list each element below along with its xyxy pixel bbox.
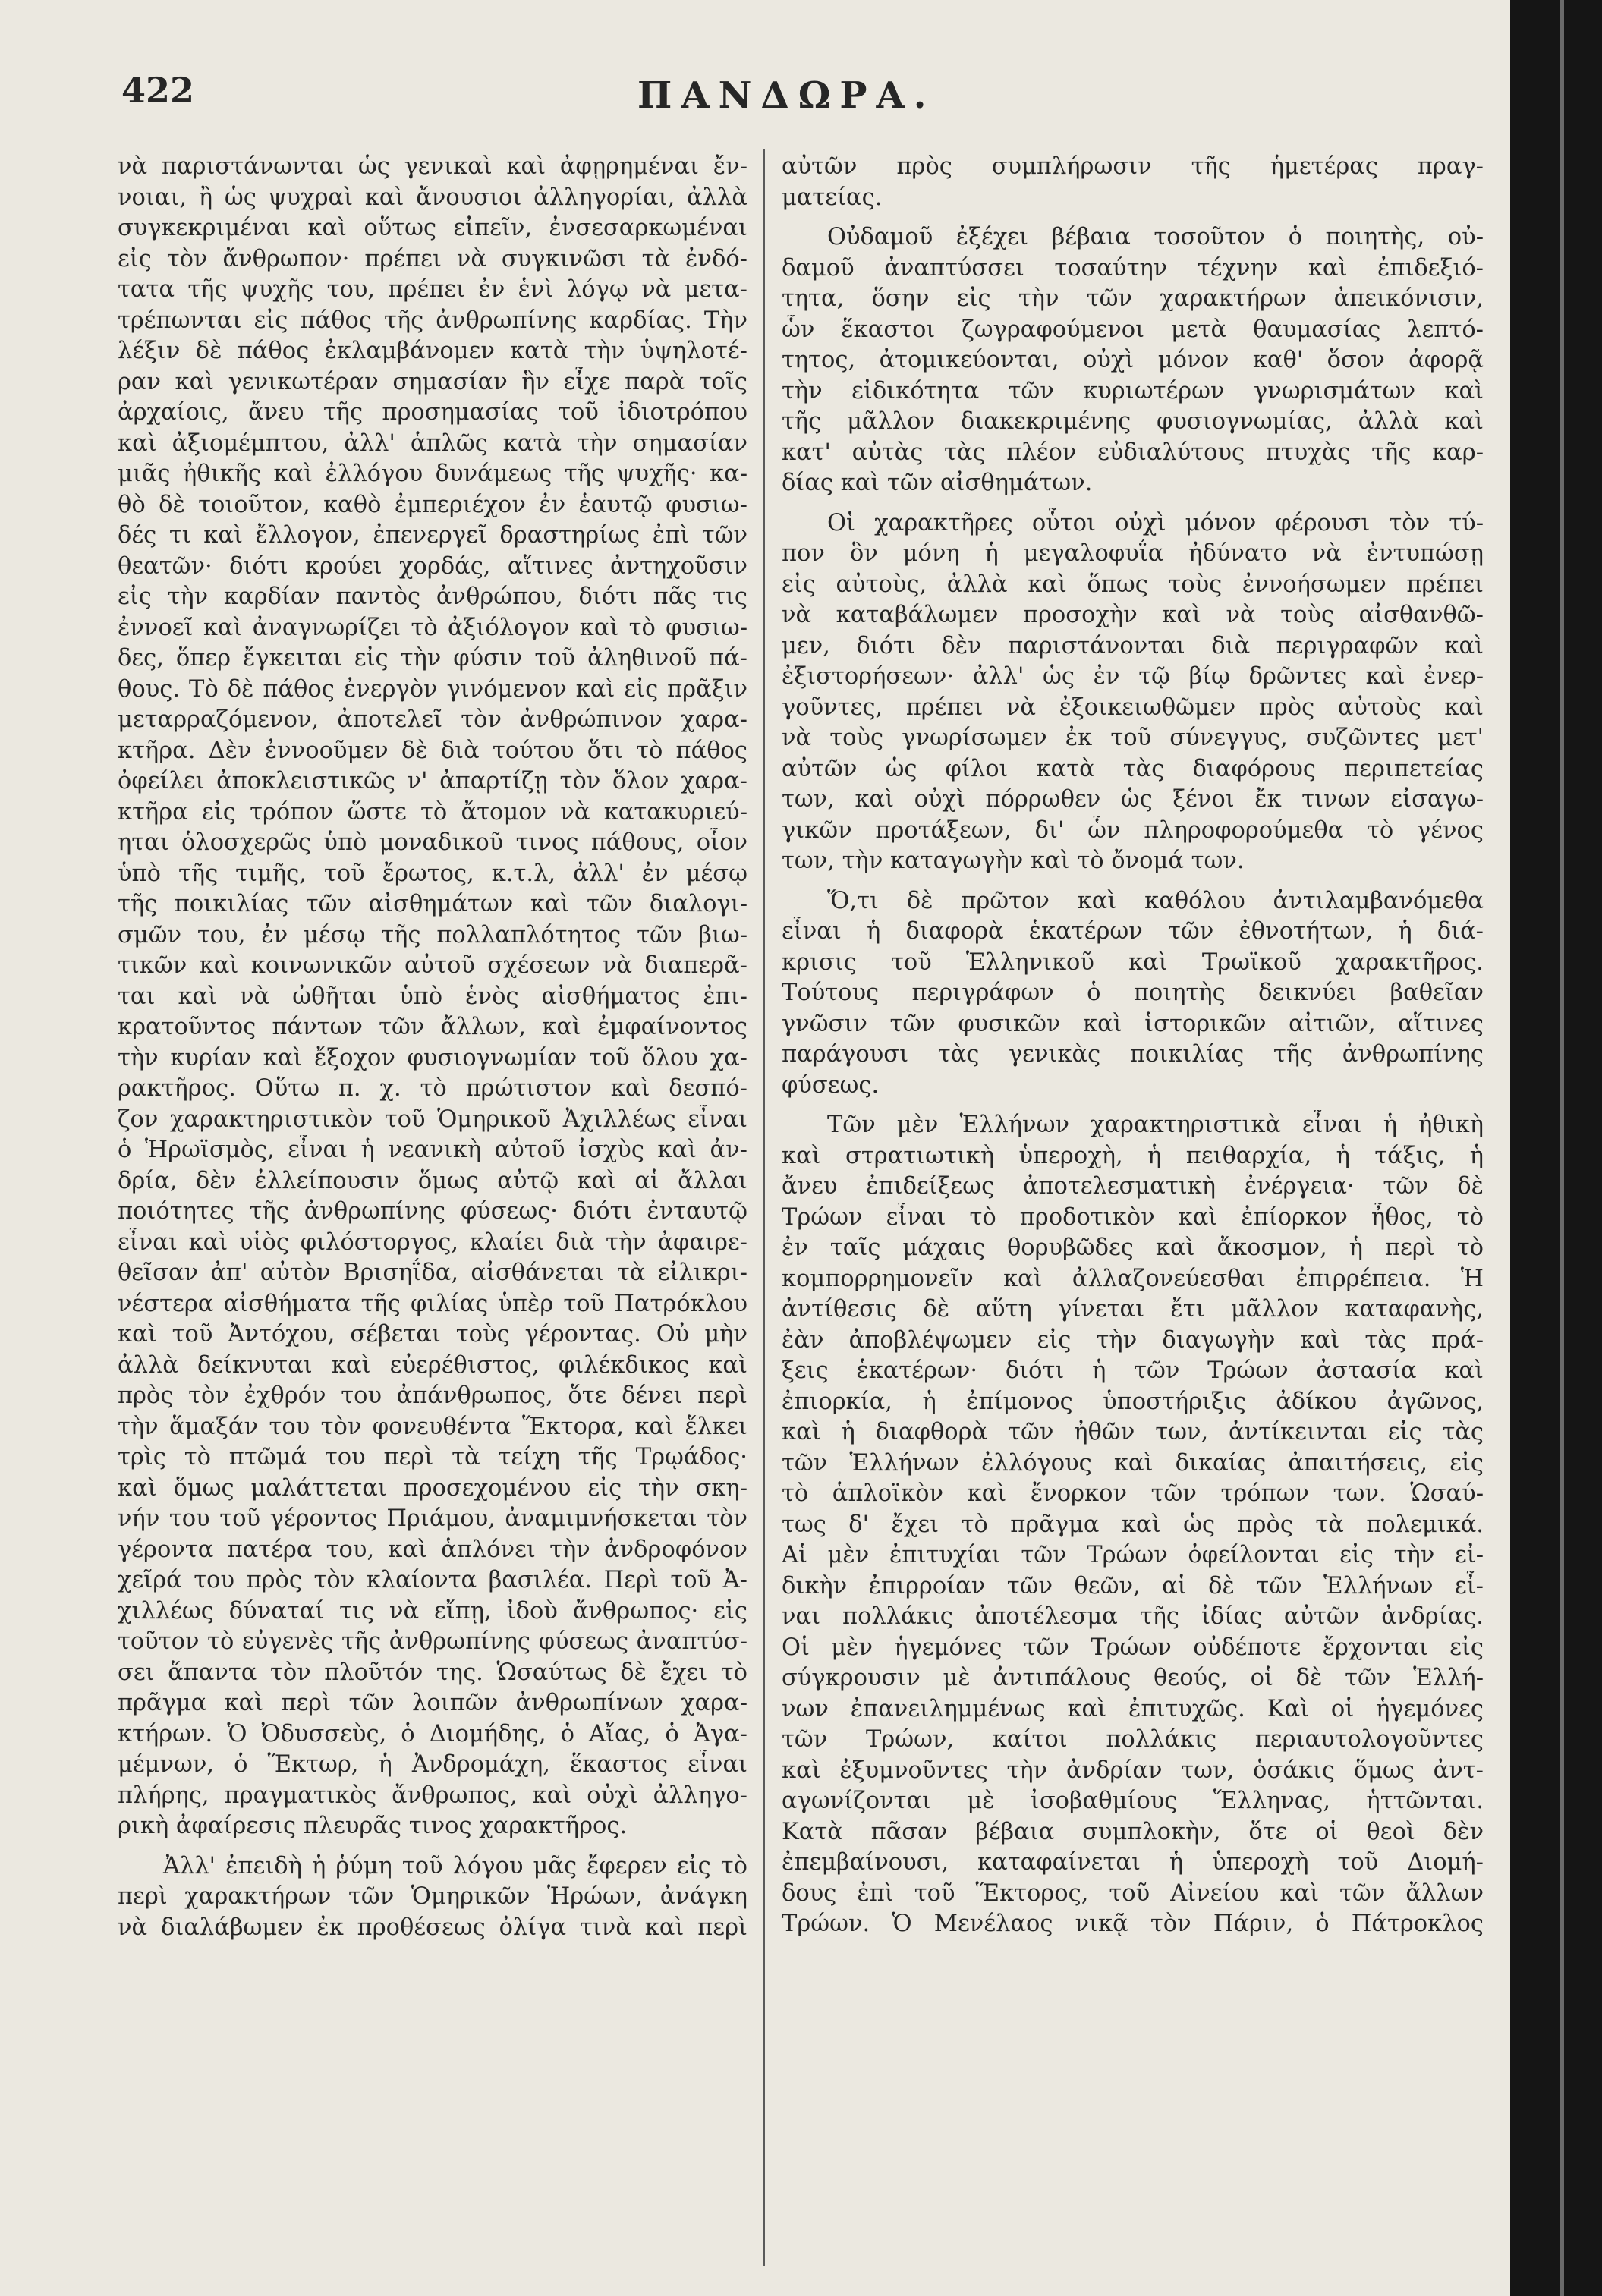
text-line: θεατῶν· διότι κρούει χορδάς, αἵτινες ἀντηχοῦσιν bbox=[118, 552, 747, 580]
text-line: κατ' αὐτὰς τὰς πλέον εὐδιαλύτους πτυχὰς τῆς καρ- bbox=[782, 439, 1484, 466]
text-line: καὶ ἐξυμνοῦντες τὴν ἀνδρίαν των, ὁσάκις ὅμως ἀντ- bbox=[782, 1757, 1484, 1784]
book-spine-edge bbox=[1510, 0, 1602, 2296]
text-line: ἐννοεῖ καὶ ἀναγνωρίζει τὸ ἀξιόλογον καὶ τὸ φυσιω- bbox=[118, 614, 747, 641]
text-line: εἰς αὐτοὺς, ἀλλὰ καὶ ὅπως τοὺς ἐννοήσωμεν πρέπει bbox=[782, 571, 1484, 598]
text-line: θὸ δὲ τοιοῦτον, καθὸ ἐμπεριέχον ἐν ἑαυτῷ φυσιω- bbox=[118, 491, 747, 518]
text-line: τικῶν καὶ κοινωνικῶν αὐτοῦ σχέσεων νὰ διαπερᾶ- bbox=[118, 952, 747, 979]
text-line: ἐν ταῖς μάχαις θορυβῶδες καὶ ἄκοσμον, ἡ περὶ τὸ bbox=[782, 1234, 1484, 1261]
text-line: ὁ Ἡρωϊσμὸς, εἶναι ἡ νεανικὴ αὐτοῦ ἰσχὺς καὶ ἀν- bbox=[118, 1137, 747, 1163]
text-line: νων ἐπανειλημμένως καὶ ἐπιτυχῶς. Καὶ οἱ ἡγεμόνες bbox=[782, 1695, 1484, 1722]
text-line: γοῦντες, πρέπει νὰ ἐξοικειωθῶμεν πρὸς αὐτοὺς καὶ bbox=[782, 694, 1484, 721]
text-line: ἐπεμβαίνουσι, καταφαίνεται ἡ ὑπεροχὴ τοῦ Διομή- bbox=[782, 1849, 1484, 1876]
text-line: παράγουσι τὰς γενικὰς ποικιλίας τῆς ἀνθρωπίνης bbox=[782, 1041, 1484, 1068]
text-line: τῆς ποικιλίας τῶν αἰσθημάτων καὶ τῶν διαλογι- bbox=[118, 891, 747, 917]
text-line: ζον χαρακτηριστικὸν τοῦ Ὁμηρικοῦ Ἀχιλλέως εἶναι bbox=[118, 1106, 747, 1133]
text-line: ἀρχαίοις, ἄνευ τῆς προσημασίας τοῦ ἰδιοτρόπου bbox=[118, 399, 747, 426]
text-line: εἶναι καὶ υἱὸς φιλόστοργος, κλαίει διὰ τὴν ἀφαιρε- bbox=[118, 1228, 747, 1256]
text-line: δικὴν ἐπιρροίαν τῶν θεῶν, αἱ δὲ τῶν Ἑλλήνων εἶ- bbox=[782, 1572, 1484, 1599]
text-line: συγκεκριμέναι καὶ οὕτως εἰπεῖν, ἐνσεσαρκωμέναι bbox=[118, 215, 747, 241]
text-line: νὰ τοὺς γνωρίσωμεν ἐκ τοῦ σύνεγγυς, συζῶντες μετ' bbox=[782, 725, 1484, 751]
text-line: χεῖρά του πρὸς τὸν κλαίοντα βασιλέα. Περὶ τοῦ Ἀ- bbox=[118, 1567, 747, 1593]
text-line: θους. Τὸ δὲ πάθος ἐνεργὸν γινόμενον καὶ εἰς πρᾶξιν bbox=[118, 675, 747, 703]
text-line: δίας καὶ τῶν αἰσθημάτων. bbox=[782, 470, 1093, 496]
text-line: καὶ στρατιωτικὴ ὑπεροχὴ, ἡ πειθαρχία, ἡ τάξις, ἡ bbox=[782, 1142, 1484, 1169]
text-line: γικῶν προτάξεων, δι' ὧν πληροφορούμεθα τὸ γένος bbox=[782, 816, 1484, 844]
text-line: Τρώων εἶναι τὸ προδοτικὸν καὶ ἐπίορκον ἦθος, τὸ bbox=[782, 1203, 1484, 1231]
text-line: τῶν Τρώων, καίτοι πολλάκις περιαυτολογοῦντες bbox=[782, 1726, 1484, 1753]
text-line: σει ἅπαντα τὸν πλοῦτόν της. Ὡσαύτως δὲ ἔχει τὸ bbox=[118, 1659, 747, 1686]
text-line: Ἀλλ' ἐπειδὴ ἡ ῥύμη τοῦ λόγου μᾶς ἔφερεν εἰς τὸ bbox=[163, 1852, 747, 1879]
text-line: ρακτῆρος. Οὕτω π. χ. τὸ πρώτιστον καὶ δεσπό- bbox=[118, 1075, 747, 1102]
text-line: καὶ ὅμως μαλάττεται προσεχομένου εἰς τὴν σκη- bbox=[118, 1474, 747, 1502]
text-line: νὰ παριστάνωνται ὡς γενικαὶ καὶ ἀφῃρημέναι ἔν- bbox=[118, 153, 747, 180]
text-line: Οἱ χαρακτῆρες οὗτοι οὐχὶ μόνον φέρουσι τὸν τύ- bbox=[827, 509, 1484, 536]
text-line: τως δ' ἔχει τὸ πρᾶγμα καὶ ὡς πρὸς τὰ πολεμικά. bbox=[782, 1511, 1484, 1538]
text-line: ἐπιορκία, ἡ ἐπίμονος ὑποστήριξις ἀδίκου ἀγῶνος, bbox=[782, 1388, 1484, 1415]
text-line: τατα τῆς ψυχῆς του, πρέπει ἐν ἑνὶ λόγῳ νὰ μετα- bbox=[118, 276, 747, 303]
text-line: Τῶν μὲν Ἑλλήνων χαρακτηριστικὰ εἶναι ἡ ἠθικὴ bbox=[827, 1112, 1484, 1138]
text-line: μιᾶς ἠθικῆς καὶ ἐλλόγου δυνάμεως τῆς ψυχῆς· κα- bbox=[118, 461, 747, 487]
text-line: γέροντα πατέρα του, καὶ ἁπλόνει τὴν ἀνδροφόνον bbox=[118, 1536, 747, 1563]
text-line: Κατὰ πᾶσαν βέβαια συμπλοκὴν, ὅτε οἱ θεοὶ δὲν bbox=[782, 1818, 1484, 1845]
text-line: ται καὶ νὰ ὠθῆται ὑπὸ ἑνὸς αἰσθήματος ἐπι- bbox=[118, 983, 747, 1010]
text-line: καὶ τοῦ Ἀντόχου, σέβεται τοὺς γέροντας. Οὐ μὴν bbox=[118, 1321, 747, 1348]
text-line: των, τὴν καταγωγὴν καὶ τὸ ὄνομά των. bbox=[782, 848, 1245, 874]
text-line: Οἱ μὲν ἡγεμόνες τῶν Τρώων οὐδέποτε ἔρχονται εἰς bbox=[782, 1634, 1484, 1661]
column-divider bbox=[763, 149, 765, 2266]
paragraph-gap bbox=[118, 1842, 747, 1851]
paragraph-gap bbox=[782, 1101, 1484, 1110]
text-line: Οὐδαμοῦ ἐξέχει βέβαια τοσοῦτον ὁ ποιητὴς, οὐ- bbox=[827, 224, 1484, 250]
text-line: ραν καὶ γενικωτέραν σημασίαν ἣν εἶχε παρὰ τοῖς bbox=[118, 368, 747, 395]
text-line: εἰς τὴν καρδίαν παντὸς ἀνθρώπου, διότι πᾶς τις bbox=[118, 583, 747, 610]
text-line: ρικὴ ἀφαίρεσις πλευρᾶς τινος χαρακτῆρος. bbox=[118, 1813, 628, 1839]
text-line: τρὶς τὸ πτῶμά του περὶ τὰ τείχη τῆς Τρῳάδος· bbox=[118, 1444, 747, 1470]
text-line: Ὅ,τι δὲ πρῶτον καὶ καθόλου ἀντιλαμβανόμεθα bbox=[827, 887, 1484, 914]
text-line: νὰ διαλάβωμεν ἐκ προθέσεως ὀλίγα τινὰ καὶ περὶ bbox=[118, 1914, 747, 1941]
text-line: τητος, ἀτομικεύονται, οὐχὶ μόνον καθ' ὅσον ἀφορᾷ bbox=[782, 347, 1484, 373]
text-line: ἄνευ ἐπιδείξεως ἀποτελεσματικὴ ἐνέργεια· τῶν δὲ bbox=[782, 1173, 1484, 1200]
left-column bbox=[118, 152, 747, 1943]
paragraph-gap bbox=[782, 499, 1484, 508]
text-line: τῆς μᾶλλον διακεκριμένης φυσιογνωμίας, ἀλλὰ καὶ bbox=[782, 408, 1484, 435]
text-line: τὴν εἰδικότητα τῶν κυριωτέρων γνωρισμάτων καὶ bbox=[782, 377, 1484, 404]
text-line: λέξιν δὲ πάθος ἐκλαμβάνομεν κατὰ τὴν ὑψηλοτέ- bbox=[118, 338, 747, 364]
right-column bbox=[782, 152, 1484, 1940]
paragraph-gap bbox=[782, 877, 1484, 886]
text-line: αὐτῶν πρὸς συμπλήρωσιν τῆς ἡμετέρας πραγ- bbox=[782, 153, 1484, 180]
text-line: κρισις τοῦ Ἑλληνικοῦ καὶ Τρωϊκοῦ χαρακτῆρος. bbox=[782, 948, 1484, 976]
page-edge-strip bbox=[1560, 0, 1564, 2296]
text-line: εἶναι ἡ διαφορὰ ἑκατέρων τῶν ἐθνοτήτων, ἡ διά- bbox=[782, 918, 1484, 945]
text-line: σμῶν του, ἐν μέσῳ τῆς πολλαπλότητος τῶν βιω- bbox=[118, 921, 747, 948]
text-line: Αἱ μὲν ἐπιτυχίαι τῶν Τρώων ὀφείλονται εἰς τὴν εἰ- bbox=[782, 1542, 1484, 1568]
text-line: πλήρης, πραγματικὸς ἄνθρωπος, καὶ οὐχὶ ἀλληγο- bbox=[118, 1782, 747, 1809]
text-line: εἰς τὸν ἄνθρωπον· πρέπει νὰ συγκινῶσι τὰ ἐνδό- bbox=[118, 245, 747, 272]
text-line: θεῖσαν ἀπ' αὐτὸν Βρισηΐδα, αἰσθάνεται τὰ εἰλικρι- bbox=[118, 1260, 747, 1286]
text-line: νέστερα αἰσθήματα τῆς φιλίας ὑπὲρ τοῦ Πατρόκλου bbox=[118, 1290, 747, 1317]
text-line: τὸ ἁπλοϊκὸν καὶ ἔνορκον τῶν τρόπων των. Ὡσαύ- bbox=[782, 1480, 1484, 1507]
text-line: ματείας. bbox=[782, 184, 883, 211]
text-line: φύσεως. bbox=[782, 1071, 880, 1099]
text-line: κτῆρα. Δὲν ἐννοοῦμεν δὲ διὰ τούτου ὅτι τὸ πάθος bbox=[118, 737, 747, 764]
text-line: ὀφείλει ἀποκλειστικῶς ν' ἀπαρτίζῃ τὸν ὅλον χαρα- bbox=[118, 768, 747, 794]
text-line: περὶ χαρακτήρων τῶν Ὁμηρικῶν Ἡρώων, ἀνάγκη bbox=[118, 1883, 747, 1910]
text-line: ἐὰν ἀποβλέψωμεν εἰς τὴν διαγωγὴν καὶ τὰς πρά- bbox=[782, 1326, 1484, 1354]
text-line: δους ἐπὶ τοῦ Ἕκτορος, τοῦ Αἰνείου καὶ τῶν ἄλλων bbox=[782, 1879, 1484, 1907]
text-line: τητα, ὅσην εἰς τὴν τῶν χαρακτήρων ἀπεικόνισιν, bbox=[782, 285, 1484, 312]
running-title: ΠΑΝΔΩΡΑ. bbox=[637, 74, 936, 117]
text-line: κομπορρημονεῖν καὶ ἀλλαζονεύεσθαι ἐπιρρέπεια. Ἡ bbox=[782, 1265, 1484, 1292]
text-line: καὶ ἀξιομέμπτου, ἀλλ' ἁπλῶς κατὰ τὴν σημασίαν bbox=[118, 429, 747, 457]
text-line: ξεις ἑκατέρων· διότι ἡ τῶν Τρώων ἀστασία καὶ bbox=[782, 1357, 1484, 1384]
text-line: δες, ὅπερ ἔγκειται εἰς τὴν φύσιν τοῦ ἀληθινοῦ πά- bbox=[118, 645, 747, 672]
text-line: σύγκρουσιν μὲ ἀντιπάλους θεούς, οἱ δὲ τῶν Ἑλλή- bbox=[782, 1665, 1484, 1691]
text-line: τοῦτον τὸ εὐγενὲς τῆς ἀνθρωπίνης φύσεως ἀναπτύσ- bbox=[118, 1628, 747, 1655]
text-line: κτήρων. Ὁ Ὀδυσσεὺς, ὁ Διομήδης, ὁ Αἴας, ὁ Ἀγα- bbox=[118, 1720, 747, 1747]
text-line: κτῆρα εἰς τρόπον ὥστε τὸ ἄτομον νὰ κατακυριεύ- bbox=[118, 798, 747, 826]
text-line: καὶ ἡ διαφθορὰ τῶν ἠθῶν των, ἀντίκεινται εἰς τὰς bbox=[782, 1419, 1484, 1445]
text-line: τῶν Ἑλλήνων ἐλλόγους καὶ δικαίας ἀπαιτήσεις, εἰς bbox=[782, 1449, 1484, 1477]
page-number: 422 bbox=[121, 70, 195, 111]
text-line: χιλλέως δύναταί τις νὰ εἴπῃ, ἰδοὺ ἄνθρωπος· εἰς bbox=[118, 1597, 747, 1624]
text-line: γνῶσιν τῶν φυσικῶν καὶ ἱστορικῶν αἰτιῶν, αἵτινες bbox=[782, 1010, 1484, 1037]
text-line: ηται ὁλοσχερῶς ὑπὸ μοναδικοῦ τινος πάθους, οἷον bbox=[118, 829, 747, 856]
text-line: ὑπὸ τῆς τιμῆς, τοῦ ἔρωτος, κ.τ.λ, ἀλλ' ἐν μέσῳ bbox=[118, 860, 747, 887]
text-line: μεν, διότι δὲν παριστάνονται διὰ περιγραφῶν καὶ bbox=[782, 632, 1484, 659]
text-line: νήν του τοῦ γέροντος Πριάμου, ἀναμιμνήσκεται τὸν bbox=[118, 1505, 747, 1532]
text-line: πρὸς τὸν ἐχθρόν του ἀπάνθρωπος, ὅτε δένει περὶ bbox=[118, 1382, 747, 1409]
text-line: αγωνίζονται μὲ ἰσοβαθμίους Ἕλληνας, ἡττῶνται. bbox=[782, 1788, 1484, 1814]
text-line: πον ὃν μόνη ἡ μεγαλοφυΐα ἠδύνατο νὰ ἐντυπώσῃ bbox=[782, 540, 1484, 567]
text-line: κρατοῦντος πάντων τῶν ἄλλων, καὶ ἐμφαίνοντος bbox=[118, 1014, 747, 1040]
text-line: Τούτους περιγράφων ὁ ποιητὴς δεικνύει βαθεῖαν bbox=[782, 980, 1484, 1006]
text-line: δρία, δὲν ἐλλείπουσιν ὅμως αὐτῷ καὶ αἱ ἄλλαι bbox=[118, 1167, 747, 1194]
text-line: ποιότητες τῆς ἀνθρωπίνης φύσεως· διότι ἐνταυτῷ bbox=[118, 1198, 747, 1225]
text-line: μέμνων, ὁ Ἕκτωρ, ἡ Ἀνδρομάχη, ἕκαστος εἶναι bbox=[118, 1751, 747, 1778]
text-line: νὰ καταβάλωμεν προσοχὴν καὶ νὰ τοὺς αἰσθανθῶ- bbox=[782, 602, 1484, 628]
text-line: ὧν ἕκαστοι ζωγραφούμενοι μετὰ θαυμασίας λεπτό- bbox=[782, 316, 1484, 343]
text-line: πρᾶγμα καὶ περὶ τῶν λοιπῶν ἀνθρωπίνων χαρα- bbox=[118, 1690, 747, 1716]
text-line: ναι πολλάκις ἀποτέλεσμα τῆς ἰδίας αὐτῶν ἀνδρίας. bbox=[782, 1603, 1484, 1630]
text-line: ἐξιστορήσεων· ἀλλ' ὡς ἐν τῷ βίῳ δρῶντες καὶ ἐνερ- bbox=[782, 663, 1484, 690]
text-line: ἀλλὰ δείκνυται καὶ εὐερέθιστος, φιλέκδικος καὶ bbox=[118, 1351, 747, 1379]
text-line: δές τι καὶ ἔλλογον, ἐπενεργεῖ δραστηρίως ἐπὶ τῶν bbox=[118, 522, 747, 549]
text-line: τὴν ἅμαξάν του τὸν φονευθέντα Ἕκτορα, καὶ ἕλκει bbox=[118, 1413, 747, 1440]
text-line: των, καὶ οὐχὶ πόρρωθεν ὡς ξένοι ἔκ τινων εἰσαγω- bbox=[782, 786, 1484, 813]
paragraph-gap bbox=[782, 213, 1484, 222]
text-line: νοιαι, ἢ ὡς ψυχραὶ καὶ ἄνουσιοι ἀλληγορίαι, ἀλλὰ bbox=[118, 184, 747, 211]
text-line: τὴν κυρίαν καὶ ἔξοχον φυσιογνωμίαν τοῦ ὅλου χα- bbox=[118, 1044, 747, 1071]
text-line: ἀντίθεσις δὲ αὕτη γίνεται ἔτι μᾶλλον καταφανὴς, bbox=[782, 1296, 1484, 1323]
text-line: αὐτῶν ὡς φίλοι κατὰ τὰς διαφόρους περιπετείας bbox=[782, 755, 1484, 782]
text-line: τρέπωνται εἰς πάθος τῆς ἀνθρωπίνης καρδίας. Τὴν bbox=[118, 307, 747, 334]
text-line: μεταρραζόμενον, ἀποτελεῖ τὸν ἀνθρώπινον χαρα- bbox=[118, 706, 747, 733]
text-line: Τρώων. Ὁ Μενέλαος νικᾷ τὸν Πάριν, ὁ Πάτροκλος bbox=[782, 1911, 1484, 1937]
text-line: δαμοῦ ἀναπτύσσει τοσαύτην τέχνην καὶ ἐπιδεξιό- bbox=[782, 254, 1484, 281]
